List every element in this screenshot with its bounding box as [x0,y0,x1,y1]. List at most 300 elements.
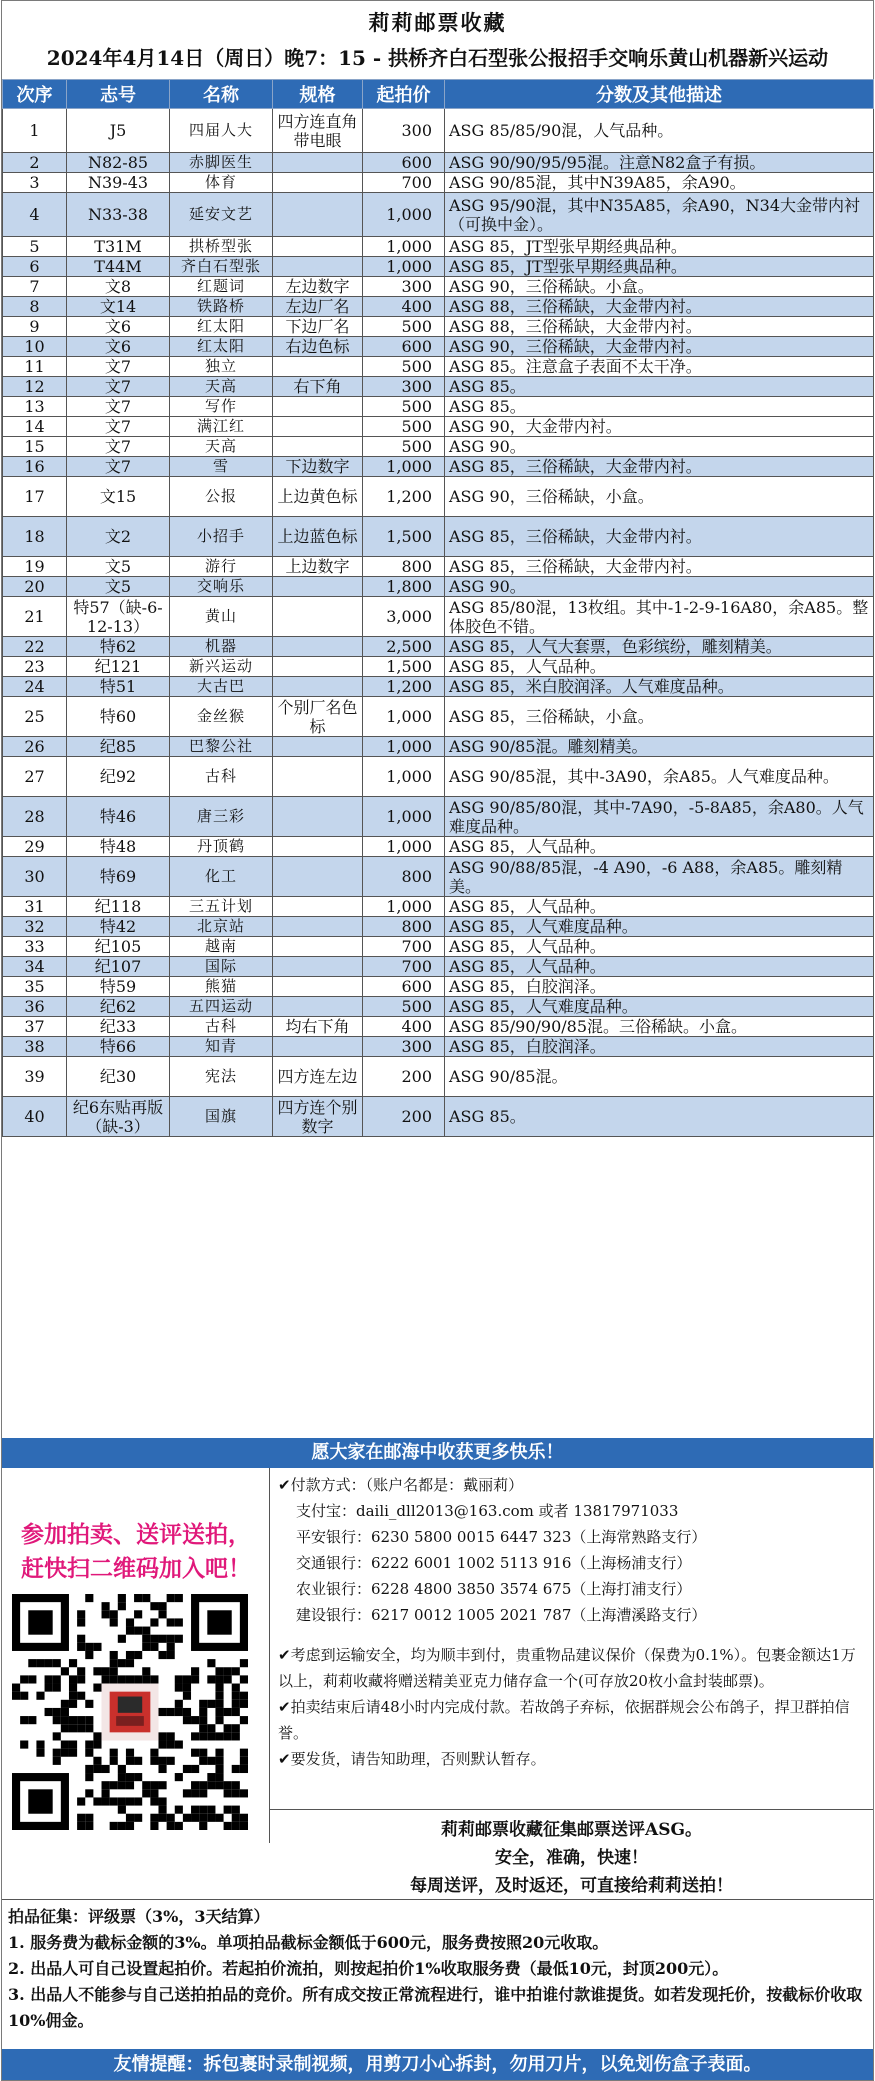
cell-no: 38 [3,1037,67,1057]
alipay-account: 支付宝：daili_dll2013@163.com 或者 13817971033 [296,1502,679,1520]
cell-desc: ASG 85，人气品种。 [445,837,874,857]
bank-account: 平安银行：6230 5800 0015 6447 323（上海常熟路支行） [296,1528,707,1546]
column-header: 次序 [3,80,67,109]
table-body [3,109,874,1137]
cell-spec [273,797,363,837]
cell-name: 天高 [170,377,273,397]
cell-no: 25 [3,697,67,737]
table-row [3,957,874,977]
cell-price: 500 [363,357,445,377]
promo-text [10,1518,262,1586]
cell-price: 1,000 [363,897,445,917]
cell-no: 12 [3,377,67,397]
cell-no: 37 [3,1017,67,1037]
cell-code: 纪105 [67,937,170,957]
cell-code: 纪62 [67,997,170,1017]
cell-spec [273,897,363,917]
cell-no: 19 [3,557,67,577]
cell-code: 特46 [67,797,170,837]
cell-spec [273,657,363,677]
cell-price: 700 [363,957,445,977]
cell-code: 纪30 [67,1057,170,1097]
cell-name: 满江红 [170,417,273,437]
cell-spec: 左边厂名 [273,297,363,317]
column-header: 名称 [170,80,273,109]
cell-desc: ASG 90，三俗稀缺，小盒。 [445,477,874,517]
cell-code: 特62 [67,637,170,657]
page-title: 莉莉邮票收藏 [368,10,507,35]
cell-code: 特51 [67,677,170,697]
cell-desc: ASG 90，大金带内衬。 [445,417,874,437]
cell-name: 化工 [170,857,273,897]
cell-price: 500 [363,317,445,337]
cell-price: 2,500 [363,637,445,657]
cell-no: 3 [3,173,67,193]
table-row [3,153,874,173]
cell-price: 3,000 [363,597,445,637]
cell-price: 1,000 [363,837,445,857]
cell-code: 纪107 [67,957,170,977]
table-row [3,297,874,317]
cell-spec: 四方连个别数字 [273,1097,363,1137]
promo-panel [2,1468,270,1843]
table-row [3,897,874,917]
cell-name: 金丝猴 [170,697,273,737]
cell-code: 文7 [67,437,170,457]
cell-code: J5 [67,109,170,153]
ad-line: 莉莉邮票收藏征集邮票送评ASG。 [441,1820,702,1840]
cell-spec [273,237,363,257]
cell-desc: ASG 85，JT型张早期经典品种。 [445,257,874,277]
cell-name: 丹顶鹤 [170,837,273,857]
bank-account: 农业银行：6228 4800 3850 3574 675（上海打浦支行） [296,1580,692,1598]
cell-price: 1,000 [363,457,445,477]
cell-no: 17 [3,477,67,517]
cell-price: 1,000 [363,737,445,757]
cell-desc: ASG 85，人气品种。 [445,897,874,917]
cell-spec [273,937,363,957]
table-row [3,397,874,417]
cell-price: 500 [363,997,445,1017]
table-row [3,997,874,1017]
table-row [3,697,874,737]
qr-code-icon[interactable] [12,1594,248,1830]
cell-no: 22 [3,637,67,657]
cell-spec [273,597,363,637]
cell-desc: ASG 85，白胶润泽。 [445,977,874,997]
cell-name: 大古巴 [170,677,273,697]
cell-no: 23 [3,657,67,677]
cell-spec: 四方连直角带电眼 [273,109,363,153]
table-row [3,417,874,437]
cell-name: 北京站 [170,917,273,937]
table-row [3,357,874,377]
cell-name: 延安文艺 [170,193,273,237]
table-row [3,1037,874,1057]
cell-code: 文5 [67,577,170,597]
table-row [3,917,874,937]
cell-spec [273,637,363,657]
cell-desc: ASG 85，米白胶润泽。人气难度品种。 [445,677,874,697]
table-row [3,277,874,297]
cell-no: 18 [3,517,67,557]
cell-code: 特69 [67,857,170,897]
table-row [3,857,874,897]
cell-price: 1,000 [363,193,445,237]
cell-no: 8 [3,297,67,317]
cell-no: 24 [3,677,67,697]
rule-line: 2. 出品人可自己设置起拍价。若起拍价流拍，则按起拍价1%收取服务费（最低10元，封顶200元）。 [8,1959,729,1978]
column-header: 规格 [273,80,363,109]
cell-desc: ASG 85，人气品种。 [445,957,874,977]
cell-no: 4 [3,193,67,237]
cell-name: 巴黎公社 [170,737,273,757]
table-row [3,237,874,257]
cell-code: 特48 [67,837,170,857]
cell-price: 600 [363,977,445,997]
cell-no: 32 [3,917,67,937]
cell-name: 天高 [170,437,273,457]
cell-code: 特42 [67,917,170,937]
cell-desc: ASG 90/85混，其中-3A90，余A85。人气难度品种。 [445,757,874,797]
cell-spec [273,173,363,193]
cell-code: 文5 [67,557,170,577]
cell-no: 1 [3,109,67,153]
table-row [3,317,874,337]
lot-table [2,79,874,1137]
column-header: 起拍价 [363,80,445,109]
cell-code: 纪85 [67,737,170,757]
consignment-ad [270,1809,873,1899]
cell-name: 铁路桥 [170,297,273,317]
cell-price: 300 [363,277,445,297]
cell-desc: ASG 85，三俗稀缺，大金带内衬。 [445,557,874,577]
cell-code: 纪92 [67,757,170,797]
cell-price: 1,000 [363,757,445,797]
cell-code: 纪118 [67,897,170,917]
cell-no: 10 [3,337,67,357]
cell-spec: 左边数字 [273,277,363,297]
cell-desc: ASG 90/85混，其中N39A85，余A90。 [445,173,874,193]
cell-no: 21 [3,597,67,637]
cell-name: 三五计划 [170,897,273,917]
cell-no: 26 [3,737,67,757]
cell-no: 2 [3,153,67,173]
cell-spec: 下边数字 [273,457,363,477]
table-row [3,377,874,397]
cell-code: N33-38 [67,193,170,237]
table-row [3,657,874,677]
table-row [3,1057,874,1097]
cell-code: 特57（缺-6-12-13） [67,597,170,637]
cell-spec [273,417,363,437]
cell-no: 20 [3,577,67,597]
cell-spec [273,837,363,857]
cell-desc: ASG 95/90混，其中N35A85，余A90，N34大金带内衬（可换中金）。 [445,193,874,237]
cell-no: 28 [3,797,67,837]
cell-spec: 均右下角 [273,1017,363,1037]
cell-desc: ASG 85，人气难度品种。 [445,917,874,937]
cell-name: 红题词 [170,277,273,297]
table-row [3,677,874,697]
cell-price: 1,200 [363,477,445,517]
cell-desc: ASG 85/80混，13枚组。其中-1-2-9-16A80，余A85。整体胶色不错。 [445,597,874,637]
cell-desc: ASG 90，三俗稀缺。小盒。 [445,277,874,297]
cell-price: 1,200 [363,677,445,697]
cell-name: 小招手 [170,517,273,557]
cell-name: 拱桥型张 [170,237,273,257]
cell-code: 纪121 [67,657,170,677]
cell-name: 黄山 [170,597,273,637]
promo-line: 参加拍卖、送评送拍， [21,1521,251,1548]
cell-no: 11 [3,357,67,377]
delivery-note: ✔要发货，请告知助理，否则默认暂存。 [278,1750,546,1768]
table-row [3,173,874,193]
cell-desc: ASG 85。注意盒子表面不太干净。 [445,357,874,377]
cell-name: 齐白石型张 [170,257,273,277]
cell-spec: 上边黄色标 [273,477,363,517]
cell-price: 200 [363,1097,445,1137]
cell-spec [273,397,363,417]
cell-code: N82-85 [67,153,170,173]
table-row [3,457,874,477]
table-row [3,577,874,597]
friendly-tip-banner: 友情提醒：拆包裹时录制视频，用剪刀小心拆封，勿用刀片，以免划伤盒子表面。 [2,2049,873,2080]
cell-price: 1,000 [363,797,445,837]
table-row [3,193,874,237]
cell-desc: ASG 90。 [445,577,874,597]
bank-account: 交通银行：6222 6001 1002 5113 916（上海杨浦支行） [296,1554,692,1572]
cell-price: 600 [363,337,445,357]
table-row [3,837,874,857]
cell-desc: ASG 90/85混。 [445,1057,874,1097]
column-header: 志号 [67,80,170,109]
cell-code: 特59 [67,977,170,997]
cell-no: 15 [3,437,67,457]
cell-desc: ASG 85，人气难度品种。 [445,997,874,1017]
cell-no: 31 [3,897,67,917]
cell-price: 1,800 [363,577,445,597]
table-row [3,637,874,657]
cell-spec [273,737,363,757]
cell-price: 500 [363,437,445,457]
cell-spec [273,193,363,237]
cell-spec: 右下角 [273,377,363,397]
cell-desc: ASG 85/85/90混，人气品种。 [445,109,874,153]
cell-code: 文6 [67,337,170,357]
cell-name: 越南 [170,937,273,957]
table-header [3,80,874,109]
cell-name: 唐三彩 [170,797,273,837]
cell-no: 35 [3,977,67,997]
rule-line: 3. 出品人不能参与自己送拍拍品的竞价。所有成交按正常流程进行，谁中拍谁付款谁提货。如若发现托价，按截标价收取10%佣金。 [8,1985,863,2030]
cell-no: 40 [3,1097,67,1137]
cell-no: 13 [3,397,67,417]
ad-line: 每周送评，及时返还，可直接给莉莉送拍！ [410,1876,733,1896]
cell-spec [273,577,363,597]
cell-spec: 上边数字 [273,557,363,577]
cell-price: 200 [363,1057,445,1097]
cell-name: 知青 [170,1037,273,1057]
cell-desc: ASG 85/90/90/85混。三俗稀缺。小盒。 [445,1017,874,1037]
cell-price: 300 [363,109,445,153]
cell-no: 36 [3,997,67,1017]
cell-name: 公报 [170,477,273,517]
table-row [3,337,874,357]
table-row [3,517,874,557]
cell-code: T31M [67,237,170,257]
cell-no: 34 [3,957,67,977]
cell-code: 文6 [67,317,170,337]
payment-info [272,1468,873,1809]
cell-name: 写作 [170,397,273,417]
table-row [3,737,874,757]
cell-spec [273,917,363,937]
cell-desc: ASG 90/90/95/95混。注意N82盒子有损。 [445,153,874,173]
cell-price: 800 [363,917,445,937]
cell-code: 文15 [67,477,170,517]
cell-spec [273,257,363,277]
cell-spec: 上边蓝色标 [273,517,363,557]
cell-name: 体育 [170,173,273,193]
table-row [3,977,874,997]
cell-name: 四届人大 [170,109,273,153]
cell-spec [273,757,363,797]
promo-line: 赶快扫二维码加入吧！ [21,1555,251,1582]
cell-code: 纪33 [67,1017,170,1037]
cell-no: 39 [3,1057,67,1097]
cell-desc: ASG 90/85混。雕刻精美。 [445,737,874,757]
cell-desc: ASG 85，三俗稀缺，大金带内衬。 [445,457,874,477]
cell-price: 600 [363,153,445,173]
cell-no: 33 [3,937,67,957]
cell-spec [273,857,363,897]
table-row [3,557,874,577]
cell-desc: ASG 85，JT型张早期经典品种。 [445,237,874,257]
cell-price: 400 [363,1017,445,1037]
cell-code: 文2 [67,517,170,557]
cell-desc: ASG 90，三俗稀缺，大金带内衬。 [445,337,874,357]
cell-name: 古科 [170,1017,273,1037]
cell-name: 古科 [170,757,273,797]
cell-desc: ASG 90/85/80混，其中-7A90，-5-8A85，余A80。人气难度品种。 [445,797,874,837]
cell-price: 1,500 [363,517,445,557]
cell-price: 1,500 [363,657,445,677]
cell-no: 9 [3,317,67,337]
cell-code: 文7 [67,357,170,377]
cell-code: 文14 [67,297,170,317]
table-row [3,757,874,797]
cell-spec [273,977,363,997]
cell-desc: ASG 85。 [445,397,874,417]
cell-name: 红太阳 [170,337,273,357]
cell-price: 1,000 [363,257,445,277]
cell-price: 1,000 [363,237,445,257]
cell-spec [273,997,363,1017]
cell-price: 700 [363,937,445,957]
cell-code: 文7 [67,397,170,417]
cell-name: 独立 [170,357,273,377]
cell-no: 29 [3,837,67,857]
cell-spec: 四方连左边 [273,1057,363,1097]
cell-price: 500 [363,417,445,437]
cell-no: 16 [3,457,67,477]
cell-name: 五四运动 [170,997,273,1017]
table-row [3,1017,874,1037]
cell-desc: ASG 85，三俗稀缺，大金带内衬。 [445,517,874,557]
cell-spec [273,357,363,377]
cell-code: 文8 [67,277,170,297]
cell-spec [273,957,363,977]
cell-spec: 右边色标 [273,337,363,357]
cell-code: 文7 [67,457,170,477]
cell-name: 交响乐 [170,577,273,597]
table-row [3,937,874,957]
cell-desc: ASG 85，人气品种。 [445,657,874,677]
cell-desc: ASG 85。 [445,377,874,397]
cell-spec [273,153,363,173]
cell-name: 游行 [170,557,273,577]
cell-no: 27 [3,757,67,797]
payment-title: ✔付款方式：（账户名都是：戴丽莉） [278,1476,524,1494]
cell-spec: 个别厂名色标 [273,697,363,737]
cell-name: 机器 [170,637,273,657]
page-subtitle: 2024年4月14日（周日）晚7：15 - 拱桥齐白石型张公报招手交响乐黄山机器新兴运动 [46,46,829,70]
cell-price: 700 [363,173,445,193]
table-row [3,437,874,457]
cell-name: 雪 [170,457,273,477]
cell-code: 文7 [67,377,170,397]
cell-price: 300 [363,1037,445,1057]
table-row [3,597,874,637]
cell-desc: ASG 85，白胶润泽。 [445,1037,874,1057]
cell-no: 14 [3,417,67,437]
rule-line: 拍品征集：评级票（3%，3天结算） [8,1907,270,1926]
table-row [3,477,874,517]
table-row [3,109,874,153]
cell-code: 纪6东贴再版（缺-3） [67,1097,170,1137]
cell-desc: ASG 85。 [445,1097,874,1137]
column-header: 分数及其他描述 [445,80,874,109]
cell-price: 400 [363,297,445,317]
cell-code: 文7 [67,417,170,437]
cell-spec [273,1037,363,1057]
shipping-note: ✔考虑到运输安全，均为顺丰到付，贵重物品建议保价（保费为0.1%）。包裹金额达1万以上，莉莉收藏将赠送精美亚克力储存盒一个(可存放20枚小盒封装邮票)。 [278,1646,856,1690]
cell-price: 800 [363,857,445,897]
table-row [3,257,874,277]
table-row [3,1097,874,1137]
payment-deadline-note: ✔拍卖结束后请48小时内完成付款。若故鸽子弃标，依据群规会公布鸽子，捍卫群拍信誉。 [278,1698,850,1742]
cell-desc: ASG 90/88/85混，-4 A90，-6 A88，余A85。雕刻精美。 [445,857,874,897]
cell-code: 特60 [67,697,170,737]
cell-no: 5 [3,237,67,257]
cell-spec: 下边厂名 [273,317,363,337]
cell-name: 新兴运动 [170,657,273,677]
cell-desc: ASG 88，三俗稀缺，大金带内衬。 [445,317,874,337]
auction-sheet [1,0,874,2081]
cell-name: 赤脚医生 [170,153,273,173]
cell-price: 800 [363,557,445,577]
cell-desc: ASG 88，三俗稀缺，大金带内衬。 [445,297,874,317]
cell-desc: ASG 85，人气大套票，色彩缤纷，雕刻精美。 [445,637,874,657]
cell-name: 国际 [170,957,273,977]
cell-price: 1,000 [363,697,445,737]
cell-desc: ASG 90。 [445,437,874,457]
cell-name: 红太阳 [170,317,273,337]
cell-price: 500 [363,397,445,417]
cell-no: 7 [3,277,67,297]
cell-price: 300 [363,377,445,397]
